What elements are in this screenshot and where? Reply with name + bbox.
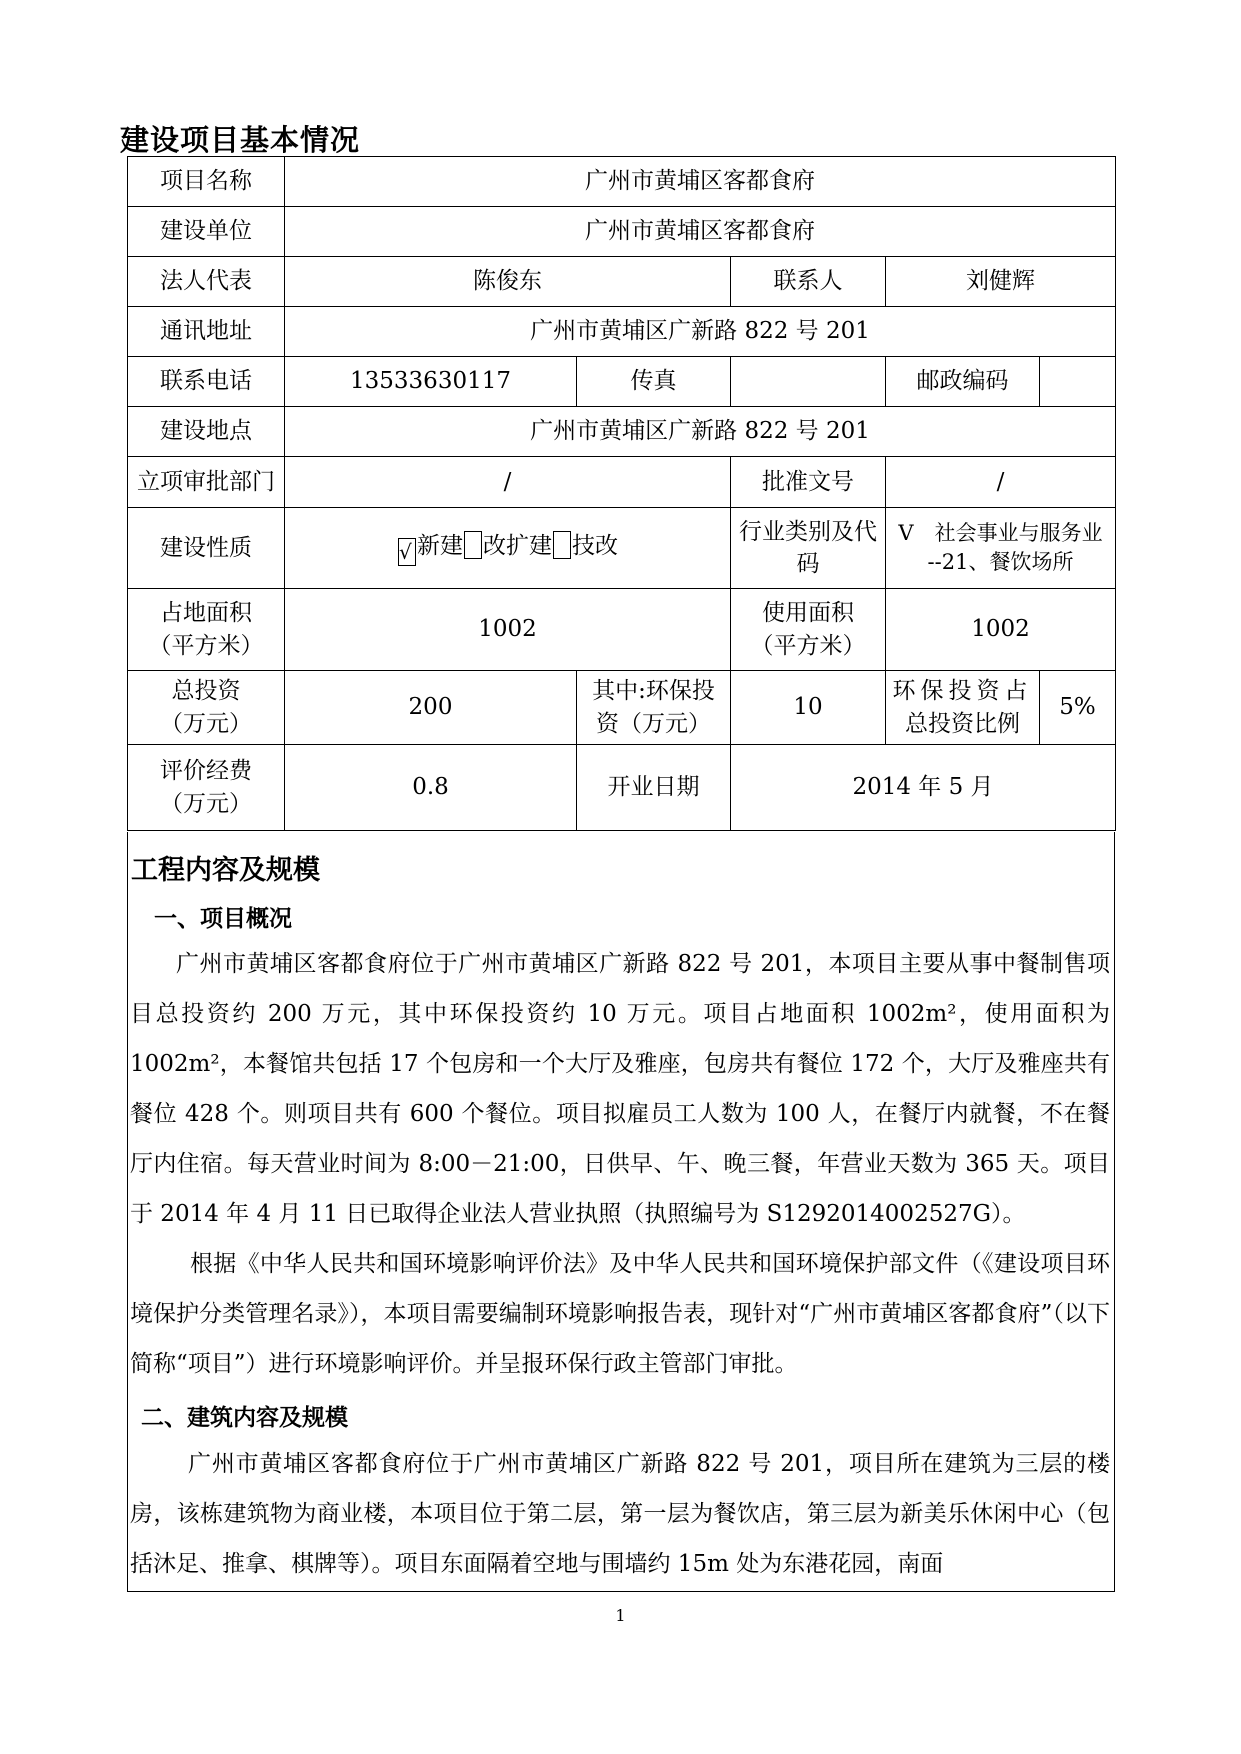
use-area-unit: （平方米） <box>750 632 866 659</box>
page-number: 1 <box>615 1606 626 1625</box>
nature-option-tech: 技改 <box>572 533 618 559</box>
nature-tech-checkbox <box>553 531 571 559</box>
table-row <box>128 508 1116 589</box>
project-info-table <box>127 156 1116 831</box>
approval-no-label: 批准文号 <box>731 457 886 508</box>
content-section <box>127 832 1115 1592</box>
approval-dept-label: 立项审批部门 <box>128 457 285 508</box>
land-area-label-text: 占地面积 <box>160 600 252 627</box>
eval-fee-unit: （万元） <box>160 790 252 817</box>
env-invest-value: 10 <box>731 671 886 745</box>
phone-value: 13533630117 <box>285 357 577 407</box>
postcode-value <box>1040 357 1116 407</box>
env-invest-label: 其中:环保投资（万元） <box>577 671 731 745</box>
legal-rep-value: 陈俊东 <box>285 257 731 307</box>
nature-option-expand: 改扩建 <box>483 533 552 559</box>
page-title: 建设项目基本情况 <box>120 123 361 157</box>
env-ratio-value: 5% <box>1040 671 1116 745</box>
table-row <box>128 671 1116 745</box>
fax-label: 传真 <box>577 357 731 407</box>
land-area-value: 1002 <box>285 589 731 671</box>
land-area-unit: （平方米） <box>148 632 264 659</box>
builder-label: 建设单位 <box>128 207 285 257</box>
table-row <box>128 745 1116 831</box>
total-invest-label <box>128 671 285 745</box>
fax-value <box>731 357 886 407</box>
table-row <box>128 157 1116 207</box>
use-area-label <box>731 589 886 671</box>
total-invest-label-text: 总投资 <box>171 678 241 705</box>
approval-dept-value: / <box>285 457 731 508</box>
eval-fee-value: 0.8 <box>285 745 577 831</box>
site-label: 建设地点 <box>128 407 285 457</box>
open-date-label: 开业日期 <box>577 745 731 831</box>
industry-line-1: V 社会事业与服务业 <box>898 520 1103 545</box>
env-ratio-label <box>886 671 1040 745</box>
postcode-label: 邮政编码 <box>886 357 1040 407</box>
contact-label: 联系人 <box>731 257 886 307</box>
builder-value: 广州市黄埔区客都食府 <box>285 207 1116 257</box>
eval-fee-label-text: 评价经费 <box>160 758 252 785</box>
subsection-title-building: 二、建筑内容及规模 <box>141 1405 348 1431</box>
table-row <box>128 357 1116 407</box>
table-row <box>128 457 1116 508</box>
project-name-label: 项目名称 <box>128 157 285 207</box>
use-area-value: 1002 <box>886 589 1116 671</box>
address-label: 通讯地址 <box>128 307 285 357</box>
industry-value <box>886 508 1116 589</box>
use-area-label-text: 使用面积 <box>762 600 854 627</box>
project-name-value: 广州市黄埔区客都食府 <box>285 157 1116 207</box>
table-row <box>128 407 1116 457</box>
eval-fee-label <box>128 745 285 831</box>
table-row <box>128 589 1116 671</box>
env-ratio-label-line-2: 总投资比例 <box>905 710 1020 737</box>
legal-rep-label: 法人代表 <box>128 257 285 307</box>
industry-line-2: --21、餐饮场所 <box>927 550 1074 574</box>
approval-no-value: / <box>886 457 1116 508</box>
table-row <box>128 257 1116 307</box>
regulation-paragraph: 根据《中华人民共和国环境影响评价法》及中华人民共和国环境保护部文件（《建设项目环境保护分类管理名录》），本项目需要编制环境影响报告表，现针对“广州市黄埔区客都食府”（以下简称“项目”）进行环境影响评价。并呈报环保行政主管部门审批。 <box>130 1251 1110 1377</box>
nature-option-new: 新建 <box>417 533 463 559</box>
total-invest-value: 200 <box>285 671 577 745</box>
phone-label: 联系电话 <box>128 357 285 407</box>
building-paragraph: 广州市黄埔区客都食府位于广州市黄埔区广新路 822 号 201，项目所在建筑为三层的楼房，该栋建筑物为商业楼，本项目位于第二层，第一层为餐饮店，第三层为新美乐休闲中心（包括沐足、推拿、棋牌等）。项目东面隔着空地与围墙约 15m 处为东港花园，南面 <box>130 1451 1110 1577</box>
industry-label: 行业类别及代码 <box>731 508 886 589</box>
address-value: 广州市黄埔区广新路 822 号 201 <box>285 307 1116 357</box>
nature-label: 建设性质 <box>128 508 285 589</box>
land-area-label <box>128 589 285 671</box>
overview-paragraph: 广州市黄埔区客都食府位于广州市黄埔区广新路 822 号 201，本项目主要从事中餐制售项目总投资约 200 万元，其中环保投资约 10 万元。项目占地面积 1002m²，使用面积为1002m²，本餐馆共包括 17 个包房和一个大厅及雅座，包房共有餐位 172 个，大厅及雅座共有餐位 428 个。则项目共有 600 个餐位。项目拟雇员工人数为 100 人，在餐厅内就餐，不在餐厅内住宿。每天营业时间为 8:00－21:00，日供早、午、晚三餐，年营业天数为 365 天。项目于 2014 年 4 月 11 日已取得企业法人营业执照（执照编号为 S1292014002527G）。 <box>130 951 1110 1227</box>
nature-expand-checkbox <box>464 531 482 559</box>
table-row <box>128 207 1116 257</box>
env-ratio-label-line-1: 环保投资占 <box>892 678 1033 705</box>
subsection-title-overview: 一、项目概况 <box>154 906 292 932</box>
open-date-value: 2014 年 5 月 <box>731 745 1116 831</box>
nature-options <box>285 508 731 589</box>
table-row <box>128 307 1116 357</box>
section-title: 工程内容及规模 <box>131 855 320 886</box>
total-invest-unit: （万元） <box>160 710 252 737</box>
contact-value: 刘健辉 <box>886 257 1116 307</box>
site-value: 广州市黄埔区广新路 822 号 201 <box>285 407 1116 457</box>
nature-new-checkbox: √ <box>398 538 416 566</box>
